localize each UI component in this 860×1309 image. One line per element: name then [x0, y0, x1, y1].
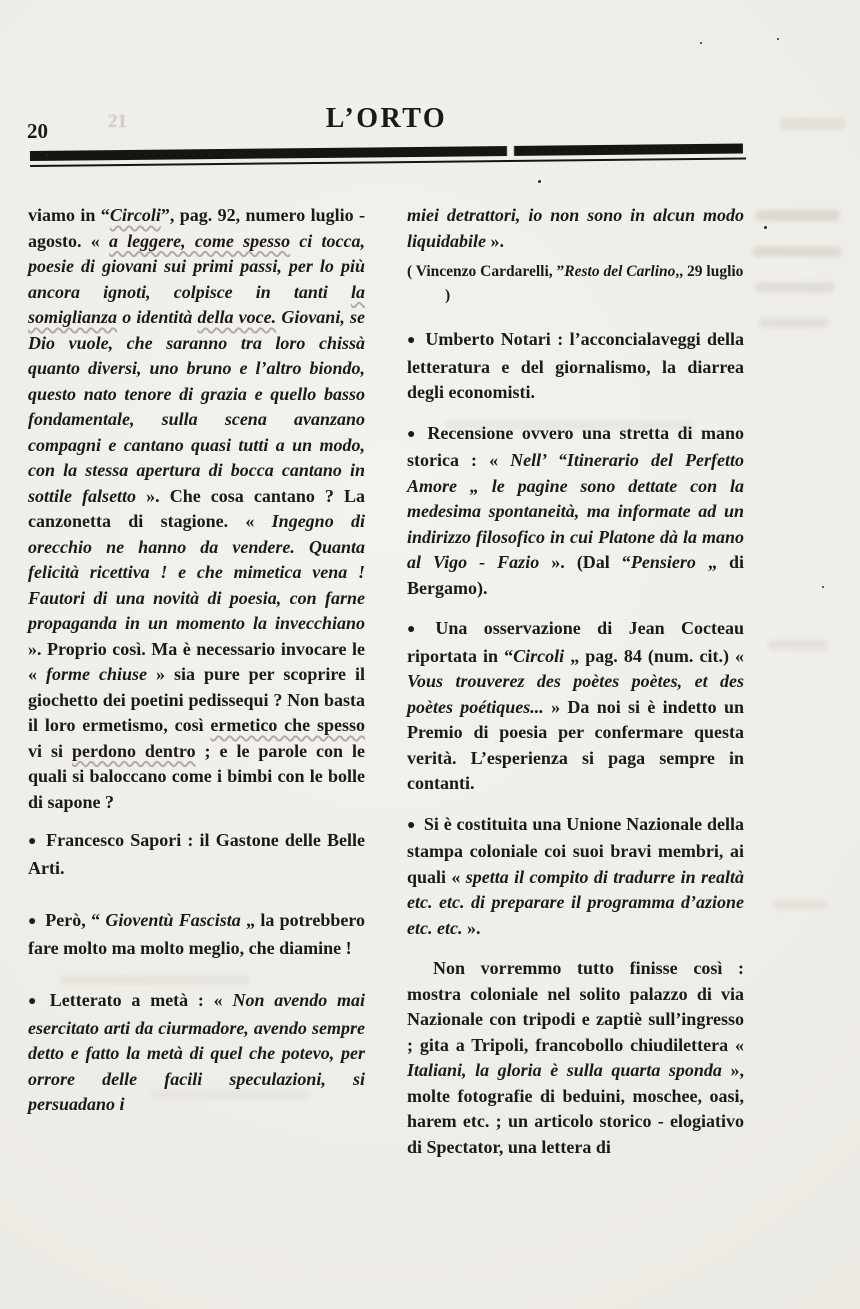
quoted-italic-text: Ingegno di orecchio ne hanno da vendere. Quanta felicità ricettiva ! e che mimetica vena ! Fautori di una novità di poesia, con farne propaganda in un momento la invecchiano — [28, 511, 365, 633]
body-text: ». — [462, 917, 481, 938]
quoted-italic-text: o identità — [117, 307, 198, 327]
body-text: ; e le parole con le quali si baloccano come i bimbi con le bolle di sapone ? — [28, 740, 365, 812]
bleed-through-mark — [150, 1090, 310, 1099]
body-text: Si è costituita una Unione Nazionale della stampa coloniale coi suoi bravi membri, ai quali « — [407, 813, 744, 887]
paper-speck — [822, 586, 824, 588]
paper-speck — [777, 38, 779, 40]
note-jean-cocteau — [407, 616, 744, 797]
header-rule — [30, 144, 743, 167]
quoted-italic-text: Circoli — [109, 205, 161, 225]
quoted-italic-text: Resto del Carlino — [564, 263, 676, 280]
quoted-italic-text: spetta il compito di tradurre in realtà etc. etc. di preparare il programma d’azione etc. etc. — [407, 866, 744, 938]
body-text: ». Che cosa cantano ? La canzonetta di stagione. « — [28, 485, 365, 531]
bleed-through-mark — [445, 420, 695, 430]
note-recensione — [407, 421, 744, 602]
bullet-icon: ● — [407, 817, 416, 833]
body-text: vi si — [28, 740, 72, 761]
quoted-italic-text: la somiglianza — [28, 281, 365, 327]
quoted-italic-text: Italiani, la gloria è sulla quarta sponda — [407, 1060, 722, 1080]
body-text: „ pag. 84 (num. cit.) « — [564, 645, 745, 666]
quoted-italic-text: Giovani, se Dio vuole, che saranno tra loro chissà quanto diversi, uno bruno e l’altro biondo, questo nato tenore di grazia e quello basso fondamentale, sulla scena avanzano compagni e cantano quasi tutti a un modo, con la stessa apertura di bocca cantano in sottile falsetto — [28, 307, 365, 506]
continued-review-circoli — [28, 203, 365, 815]
quoted-italic-text: Vous trouverez des poètes poètes, et des poètes poétiques... — [407, 671, 744, 717]
body-text: „ la potrebbero fare molto ma molto meglio, che diamine ! — [28, 910, 365, 958]
quoted-italic-text: Non avendo mai esercitato arti da ciurmadore, avendo sempre detto e fatto la metà di quel che potevo, per orrore delle facili speculazioni, si persuadano i — [28, 990, 365, 1114]
paper-speck — [764, 226, 767, 229]
body-text: ,, 29 luglio ) — [445, 263, 744, 304]
page-title: L’ORTO — [325, 103, 448, 134]
bleed-through-mark — [773, 900, 828, 910]
body-text: Umberto Notari : l’acconcialaveggi della letteratura e del giornalismo, la diarrea degli economisti. — [407, 329, 744, 402]
bullet-icon: ● — [28, 834, 39, 849]
bleed-through-mark — [780, 118, 846, 130]
body-text: „ di Bergamo). — [407, 552, 744, 598]
body-text: ». Proprio così. Ma è necessario invocare le « — [28, 638, 365, 684]
note-umberto-notari — [407, 327, 744, 406]
body-text: Recensione ovvero una stretta di mano storica : « — [407, 422, 744, 470]
body-text: » Da noi si è indetto un Premio di poesia per confermare questa verità. L’esperienza si paga sempre in contanti. — [407, 696, 744, 793]
quoted-italic-text: Gioventù Fascista — [105, 910, 241, 930]
bullet-icon: ● — [28, 994, 42, 1009]
bullet-icon: ● — [28, 914, 38, 929]
body-text: », molte fotografie di beduini, moschee, oasi, harem etc. ; un articolo storico - elogiativo di Spectator, una lettera di — [407, 1060, 744, 1157]
body-text: ». — [486, 230, 505, 251]
paper-speck — [46, 154, 48, 156]
quoted-italic-text: della voce. — [197, 307, 277, 327]
bullet-icon: ● — [407, 333, 418, 348]
bleed-through-mark — [755, 210, 840, 221]
left-column — [28, 203, 365, 1175]
body-text: ( Vincenzo Cardarelli, ” — [407, 263, 565, 280]
body-text: viamo in “ — [28, 205, 110, 225]
quoted-italic-text: Nell’ “Itinerario del Perfetto Amore „ le pagine sono dettate con la medesima spontaneità, ma informate ad un indirizzo filosofico in cui Platone dà la mano al Vigo - Fazio — [407, 450, 744, 572]
body-text: Letterato a metà : « — [49, 990, 233, 1010]
note-unione-stampa-coloniale — [407, 812, 744, 942]
quoted-italic-text: Pensiero — [630, 552, 696, 572]
bullet-icon: ● — [407, 426, 420, 442]
note-francesco-sapori — [28, 828, 365, 881]
body-text: ermetico che spesso — [210, 715, 365, 735]
continued-cardarelli-quote — [407, 203, 744, 254]
quoted-italic-text: forme chiuse — [46, 664, 147, 684]
body-text: perdono dentro — [71, 740, 196, 761]
bleed-through-mark — [758, 318, 828, 328]
page-number: 20 — [27, 119, 48, 143]
bleed-through-mark — [60, 975, 250, 985]
bleed-through-mark — [768, 640, 828, 650]
body-text: ». (Dal “ — [539, 552, 631, 572]
paper-speck — [538, 180, 541, 183]
body-text: Una osservazione di Jean Cocteau riportata in “ — [407, 618, 744, 666]
quoted-italic-text: a leggere, come spesso — [108, 230, 291, 251]
body-text: ”, pag. 92, numero luglio - agosto. « — [28, 205, 366, 251]
two-column-text-block — [28, 203, 744, 1175]
right-column — [407, 203, 744, 1175]
citation-cardarelli — [407, 260, 744, 308]
bleed-through-page-number: 21 — [108, 111, 127, 132]
paragraph-mostra-coloniale — [407, 956, 744, 1160]
quoted-italic-text: ci tocca, poesie di giovani sui primi passi, per lo più ancora ignoti, colpisce in tanti — [28, 230, 365, 302]
bleed-through-mark — [752, 246, 842, 257]
quoted-italic-text: miei detrattori, io non sono in alcun modo liquidabile — [407, 205, 744, 251]
body-text: Non vorremmo tutto finisse così : mostra coloniale nel solito palazzo di via Nazionale con tripodi e zaptiè sull’ingresso ; gita a Tripoli, francobollo chiudilettera « — [407, 958, 744, 1055]
bleed-through-mark — [755, 282, 835, 293]
paper-speck — [700, 42, 702, 44]
body-text: » sia pure per scoprire il giochetto dei poetini pedissequi ? Non basta il loro ermetismo, così — [28, 664, 365, 735]
quoted-italic-text: Circoli — [513, 645, 565, 666]
note-gioventu-fascista — [28, 908, 365, 961]
body-text: Però, “ — [45, 910, 106, 930]
bullet-icon: ● — [407, 622, 428, 637]
body-text: Francesco Sapori : il Gastone delle Belle Arti. — [28, 830, 366, 878]
